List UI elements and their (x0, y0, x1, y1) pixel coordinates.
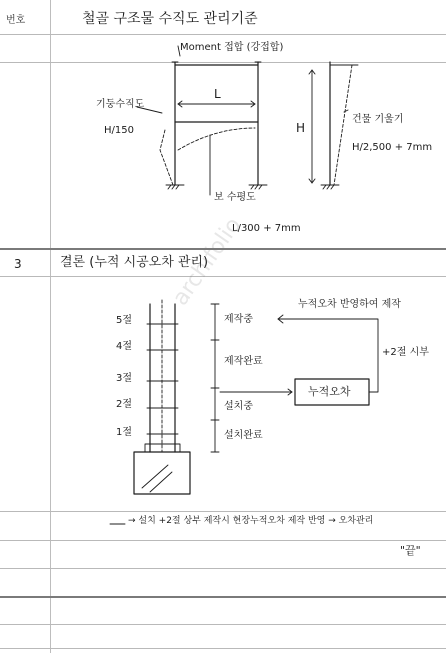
number-label: 번호 (6, 15, 26, 26)
level-1: 1절 (116, 427, 133, 438)
beam-level-value: L/300 + 7mm (232, 223, 301, 234)
phase-fabricating: 제작중 (224, 314, 253, 325)
column-tilt-label: 기둥수직도 (96, 99, 145, 110)
conclusion-text: → 설치 +2절 상부 제작시 현장누적오차 제작 반영 → 오차관리 (128, 516, 374, 526)
cumulative-box-label: 누적오차 (308, 385, 351, 398)
building-tilt-value: H/2,500 + 7mm (352, 142, 433, 153)
height-label: H (296, 121, 306, 135)
watermark: archifolio (168, 213, 247, 311)
phase-erected: 설치완료 (224, 430, 263, 441)
column-tilt-value: H/150 (104, 125, 134, 136)
beam-level-label: 보 수평도 (214, 192, 256, 203)
extra-label: +2절 시부 (382, 347, 429, 358)
level-3: 3절 (116, 373, 133, 384)
phase-fabricated: 제작완료 (224, 356, 263, 367)
section-number: 3 (14, 257, 22, 271)
splice-levels (147, 324, 178, 434)
end-mark: "끝" (400, 544, 421, 557)
phase-erecting: 설치중 (224, 401, 253, 412)
feedback-label: 누적오차 반영하여 제작 (298, 299, 401, 310)
moment-label: Moment 접합 (강접합) (180, 42, 284, 53)
building-tilt-label: 건물 기울기 (352, 114, 404, 125)
level-5: 5절 (116, 315, 133, 326)
level-2: 2절 (116, 399, 133, 410)
span-label: L (214, 87, 221, 101)
level-4: 4절 (116, 341, 133, 352)
feedback-loop (278, 319, 378, 392)
page-title: 철골 구조물 수직도 관리기준 (82, 11, 258, 27)
anchor-hatch (142, 465, 172, 492)
section-title: 결론 (누적 시공오차 관리) (60, 255, 209, 270)
